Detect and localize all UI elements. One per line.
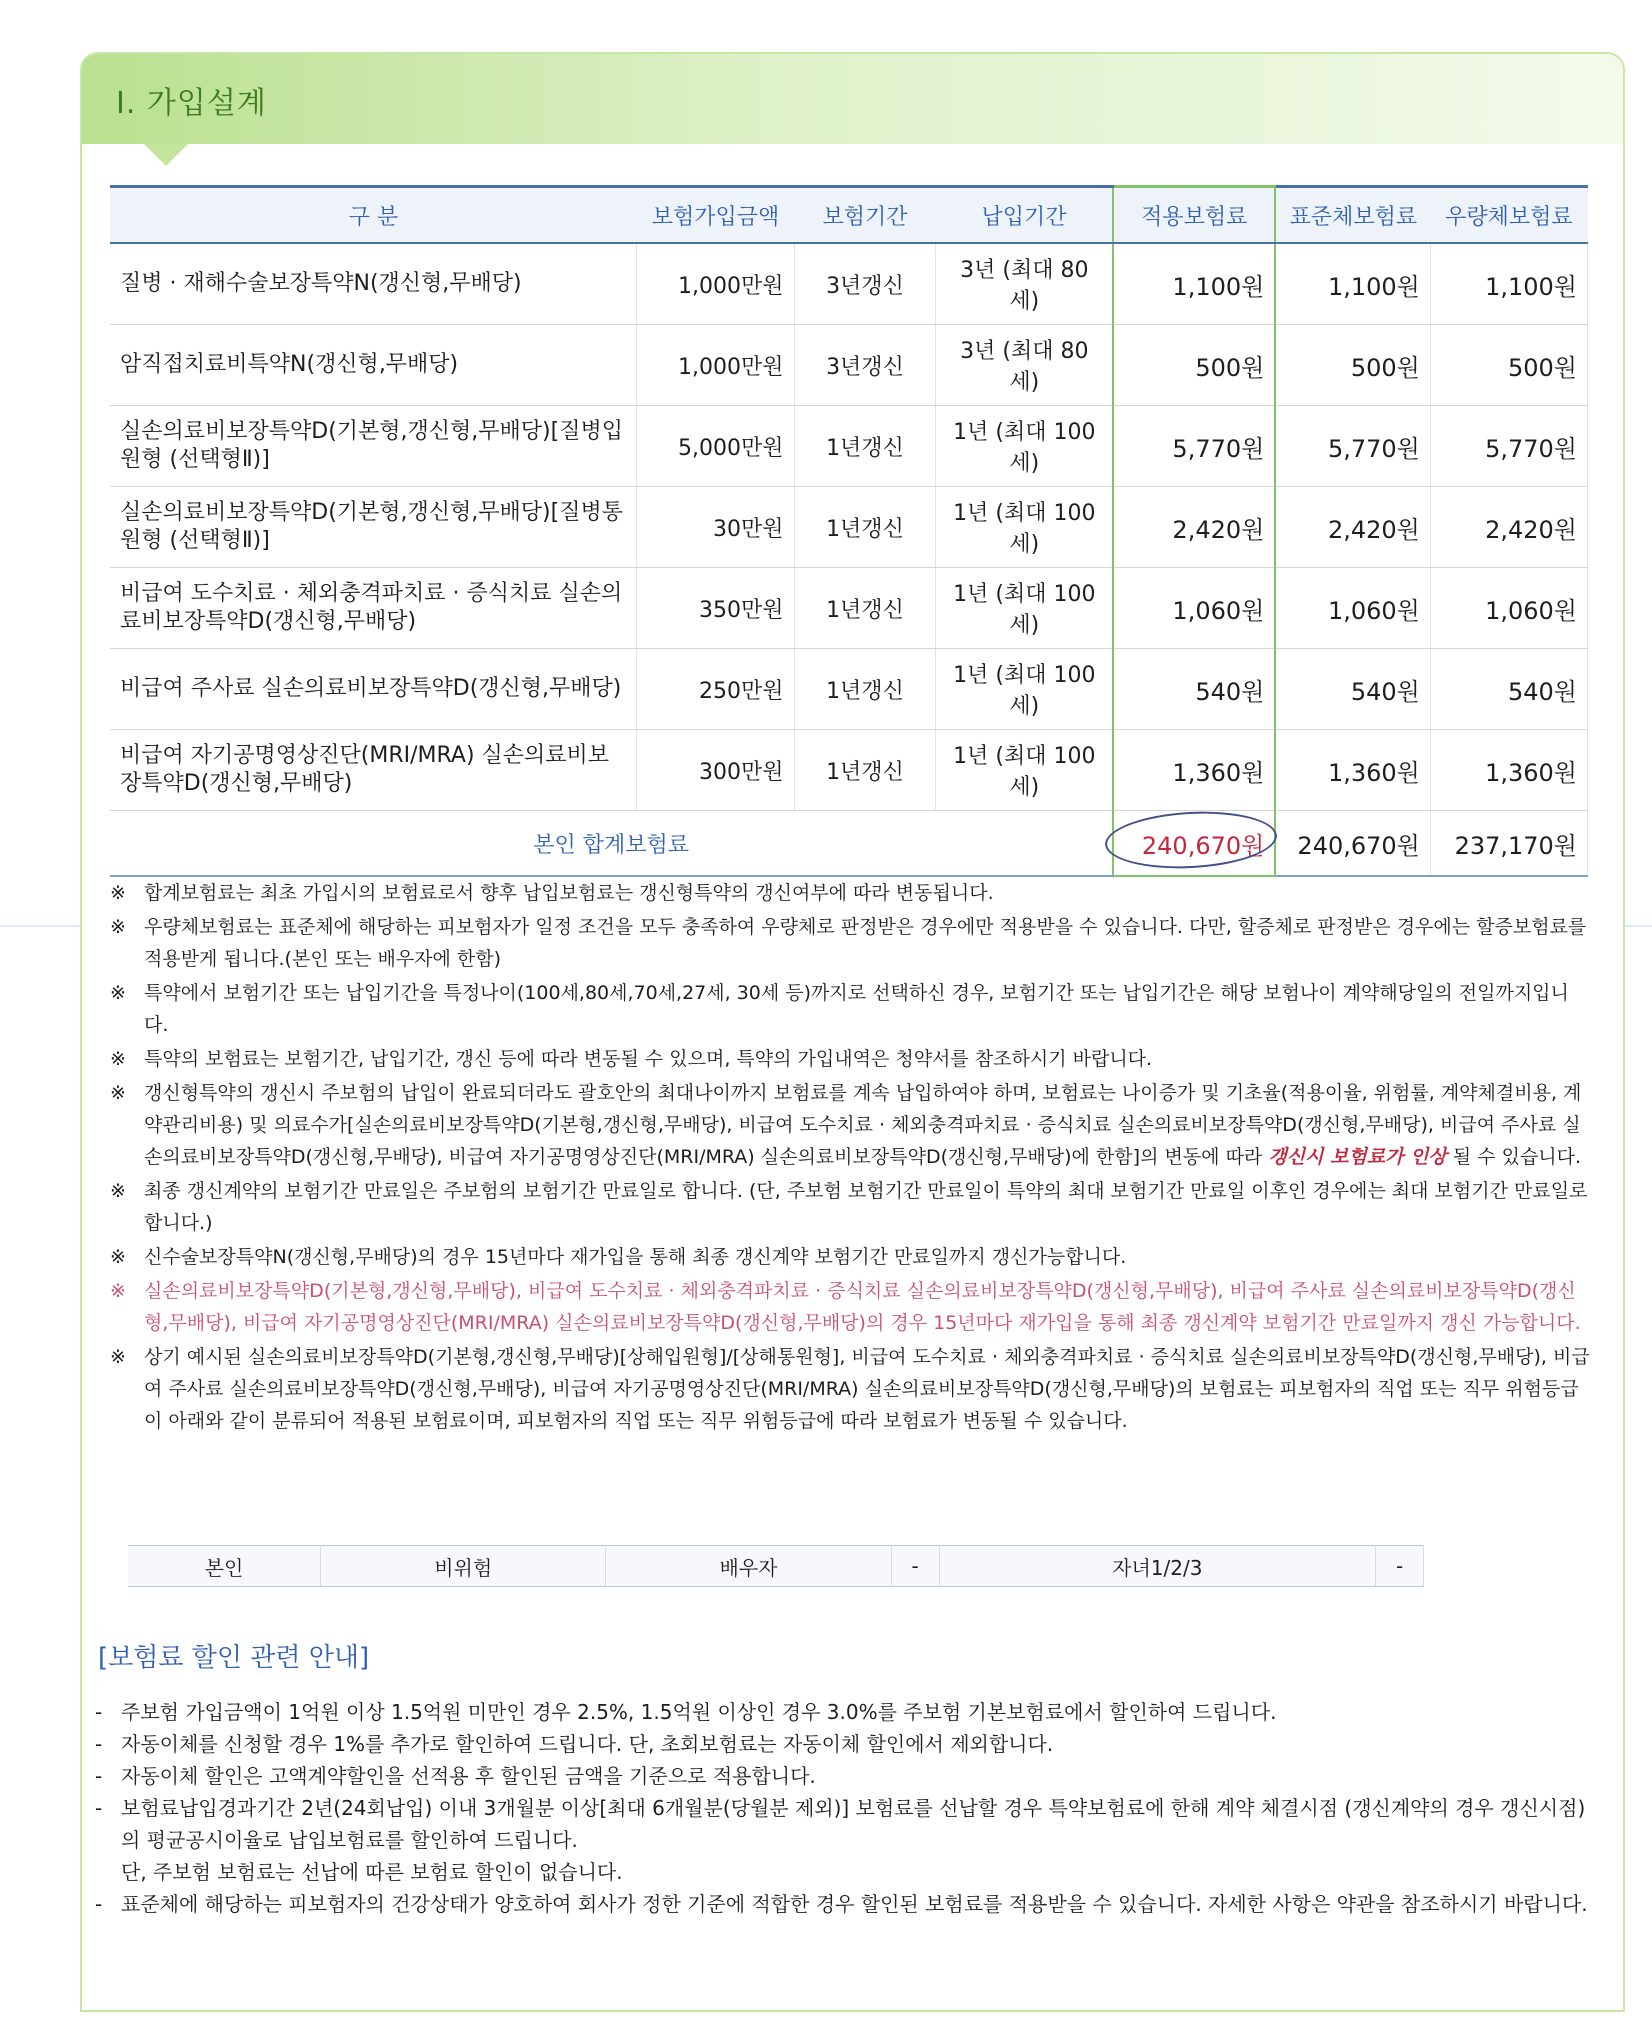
- payment-period: 1년 (최대 100세): [936, 649, 1113, 730]
- premium-table: [110, 185, 1588, 877]
- note-text: 상기 예시된 실손의료비보장특약D(기본형,갱신형,무배당)[상해입원형]/[상해통원형], 비급여 도수치료 · 체외충격파치료 · 증식치료 실손의료비보장특약D(갱신형,무배당), 비급여 주사료 실손의료비보장특약D(갱신형,무배당), 비급여 자기공명영상진단(MRI/MRA) 실손의료비보장특약D(갱신형,무배당)의 보험료는 피보험자의 직업 또는 직무 위험등급이 아래와 같이 분류되어 적용된 보험료이며, 피보험자의 직업 또는 직무 위험등급에 따라 보험료가 변동될 수 있습니다.: [144, 1346, 1590, 1432]
- note-item: [110, 977, 1590, 1041]
- payment-period: 1년 (최대 100세): [936, 568, 1113, 649]
- insurance-period: 1년갱신: [794, 487, 936, 568]
- note-text: 특약의 보험료는 보험기간, 납입기간, 갱신 등에 따라 변동될 수 있으며, 특약의 가입내역은 청약서를 참조하시기 바랍니다.: [144, 1048, 1153, 1070]
- job-cell: -: [891, 1546, 939, 1587]
- total-standard-premium: 240,670원: [1275, 811, 1430, 877]
- applied-premium: 1,060원: [1113, 568, 1275, 649]
- table-row: [110, 406, 1588, 487]
- applied-premium: 5,770원: [1113, 406, 1275, 487]
- total-label: 본인 합계보험료: [110, 811, 1113, 877]
- standard-premium: 2,420원: [1275, 487, 1430, 568]
- insured-amount: 1,000만원: [637, 243, 794, 325]
- discount-text: 보험료납입경과기간 2년(24회납입) 이내 3개월분 이상[최대 6개월분(당월분 제외)] 보험료를 선납할 경우 특약보험료에 한해 계약 체결시점 (갱신계약의 경우 갱신시점)의 평균공시이율로 납입보험료를 할인하여 드립니다.: [121, 1796, 1586, 1852]
- insured-amount: 350만원: [637, 568, 794, 649]
- job-cell: -: [1376, 1546, 1424, 1587]
- table-header-row: [110, 187, 1588, 244]
- table-row: [110, 730, 1588, 811]
- job-cell: 배우자: [606, 1546, 891, 1587]
- rider-name: 암직접치료비특약N(갱신형,무배당): [110, 325, 637, 406]
- preferred-premium: 500원: [1430, 325, 1587, 406]
- note-text: 갱신형특약의 갱신시 주보험의 납입이 완료되더라도 괄호안의 최대나이까지 보험료를 계속 납입하여야 하며, 보험료는 나이증가 및 기초율(적용이율, 위험률, 계약체결비용, 계약관리비용) 및 의료수가[실손의료비보장특약D(기본형,갱신형,무배당), 비급여 도수치료 · 체외충격파치료 · 증식치료 실손의료비보장특약D(갱신형,무배당), 비급여 주사료 실손의료비보장특약D(갱신형,무배당), 비급여 자기공명영상진단(MRI/MRA) 실손의료비보장특약D(갱신형,무배당)에 한함]의 변동에 따라: [144, 1082, 1582, 1168]
- rider-name: 실손의료비보장특약D(기본형,갱신형,무배당)[질병입원형 (선택형Ⅱ)]: [110, 406, 637, 487]
- discount-subtext: 단, 주보험 보험료는 선납에 따른 보험료 할인이 없습니다.: [121, 1860, 623, 1884]
- note-mark: ※: [110, 1048, 126, 1070]
- col-period: 보험기간: [794, 187, 936, 244]
- discount-item: [95, 1760, 1595, 1792]
- total-preferred-premium: 237,170원: [1430, 811, 1587, 877]
- note-text: 최종 갱신계약의 보험기간 만료일은 주보험의 보험기간 만료일로 합니다. (단, 주보험 보험기간 만료일이 특약의 최대 보험기간 만료일 이후인 경우에는 최대 보험기간 만료일로 합니다.): [144, 1180, 1588, 1234]
- note-item: [110, 911, 1590, 975]
- note-mark: ※: [110, 1180, 126, 1202]
- standard-premium: 1,360원: [1275, 730, 1430, 811]
- note-mark: ※: [110, 1082, 126, 1104]
- note-text: 신수술보장특약N(갱신형,무배당)의 경우 15년마다 재가입을 통해 최종 갱신계약 보험기간 만료일까지 갱신가능합니다.: [144, 1246, 1127, 1268]
- standard-premium: 5,770원: [1275, 406, 1430, 487]
- table-row: [110, 649, 1588, 730]
- table-row: [110, 325, 1588, 406]
- preferred-premium: 2,420원: [1430, 487, 1587, 568]
- note-mark: ※: [110, 882, 126, 904]
- note-item: [110, 1241, 1590, 1273]
- table-row: [110, 487, 1588, 568]
- table-row: [110, 568, 1588, 649]
- note-item: [110, 1077, 1590, 1173]
- note-item: [110, 1341, 1590, 1437]
- preferred-premium: 1,360원: [1430, 730, 1587, 811]
- rider-name: 질병 · 재해수술보장특약N(갱신형,무배당): [110, 243, 637, 325]
- note-text-tail: 될 수 있습니다.: [1452, 1146, 1582, 1168]
- col-applied-premium: 적용보험료: [1113, 187, 1275, 244]
- note-mark: ※: [110, 916, 126, 938]
- discount-item: [95, 1728, 1595, 1760]
- payment-period: 1년 (최대 100세): [936, 730, 1113, 811]
- note-mark: ※: [110, 1246, 126, 1268]
- col-pay-period: 납입기간: [936, 187, 1113, 244]
- col-amount: 보험가입금액: [637, 187, 794, 244]
- discount-section-title: [보험료 할인 관련 안내]: [98, 1643, 370, 1673]
- discount-text: 표준체에 해당하는 피보험자의 건강상태가 양호하여 회사가 정한 기준에 적합한 경우 할인된 보험료를 적용받을 수 있습니다. 자세한 사항은 약관을 참조하시기 바랍니다.: [121, 1892, 1588, 1916]
- preferred-premium: 540원: [1430, 649, 1587, 730]
- discount-text: 자동이체를 신청할 경우 1%를 추가로 할인하여 드립니다. 단, 초회보험료는 자동이체 할인에서 제외합니다.: [121, 1732, 1054, 1756]
- note-text: 우량체보험료는 표준체에 해당하는 피보험자가 일정 조건을 모두 충족하여 우량체로 판정받은 경우에만 적용받을 수 있습니다. 다만, 할증체로 판정받은 경우에는 할증보험료를 적용받게 됩니다.(본인 또는 배우자에 한함): [144, 916, 1587, 970]
- discount-item: [95, 1792, 1595, 1888]
- job-risk-row: [128, 1546, 1424, 1587]
- insurance-period: 1년갱신: [794, 649, 936, 730]
- job-cell: 자녀1/2/3: [939, 1546, 1376, 1587]
- note-item: [110, 877, 1590, 909]
- note-item-highlighted: [110, 1275, 1590, 1339]
- col-standard-premium: 표준체보험료: [1275, 187, 1430, 244]
- insured-amount: 30만원: [637, 487, 794, 568]
- job-cell: 본인: [128, 1546, 321, 1587]
- note-item: [110, 1175, 1590, 1239]
- note-emphasis: 갱신시 보험료가 인상: [1268, 1146, 1447, 1168]
- insurance-period: 1년갱신: [794, 406, 936, 487]
- standard-premium: 500원: [1275, 325, 1430, 406]
- discount-item: [95, 1888, 1595, 1920]
- note-mark: ※: [110, 1346, 126, 1368]
- job-cell: 비위험: [321, 1546, 606, 1587]
- col-category: 구 분: [110, 187, 637, 244]
- standard-premium: 1,100원: [1275, 243, 1430, 325]
- table-row: [110, 243, 1588, 325]
- dash-mark: -: [95, 1892, 103, 1916]
- note-text: 합계보험료는 최초 가입시의 보험료로서 향후 납입보험료는 갱신형특약의 갱신여부에 따라 변동됩니다.: [144, 882, 994, 904]
- dash-mark: -: [95, 1796, 103, 1820]
- standard-premium: 540원: [1275, 649, 1430, 730]
- insured-amount: 1,000만원: [637, 325, 794, 406]
- applied-premium: 500원: [1113, 325, 1275, 406]
- payment-period: 3년 (최대 80세): [936, 325, 1113, 406]
- col-preferred-premium: 우량체보험료: [1430, 187, 1587, 244]
- insured-amount: 300만원: [637, 730, 794, 811]
- notes-list: [110, 877, 1590, 1439]
- applied-premium: 1,360원: [1113, 730, 1275, 811]
- note-mark: ※: [110, 982, 126, 1004]
- insured-amount: 5,000만원: [637, 406, 794, 487]
- rider-name: 비급여 도수치료 · 체외충격파치료 · 증식치료 실손의료비보장특약D(갱신형,무배당): [110, 568, 637, 649]
- preferred-premium: 5,770원: [1430, 406, 1587, 487]
- standard-premium: 1,060원: [1275, 568, 1430, 649]
- note-text: 특약에서 보험기간 또는 납입기간을 특정나이(100세,80세,70세,27세, 30세 등)까지로 선택하신 경우, 보험기간 또는 납입기간은 해당 보험나이 계약해당일의 전일까지입니다.: [144, 982, 1569, 1036]
- insurance-period: 1년갱신: [794, 730, 936, 811]
- section-title: Ⅰ. 가입설계: [116, 86, 267, 121]
- insurance-period: 3년갱신: [794, 325, 936, 406]
- job-risk-table: [128, 1545, 1424, 1587]
- insured-amount: 250만원: [637, 649, 794, 730]
- rider-name: 비급여 자기공명영상진단(MRI/MRA) 실손의료비보장특약D(갱신형,무배당): [110, 730, 637, 811]
- applied-premium: 2,420원: [1113, 487, 1275, 568]
- note-text: 실손의료비보장특약D(기본형,갱신형,무배당), 비급여 도수치료 · 체외충격파치료 · 증식치료 실손의료비보장특약D(갱신형,무배당), 비급여 주사료 실손의료비보장특약D(갱신형,무배당), 비급여 자기공명영상진단(MRI/MRA) 실손의료비보장특약D(갱신형,무배당)의 경우 15년마다 재가입을 통해 최종 갱신계약 보험기간 만료일까지 갱신 가능합니다.: [144, 1280, 1581, 1334]
- dash-mark: -: [95, 1732, 103, 1756]
- discount-list: [95, 1696, 1595, 1920]
- preferred-premium: 1,060원: [1430, 568, 1587, 649]
- applied-premium: 1,100원: [1113, 243, 1275, 325]
- total-applied-premium: 240,670원: [1113, 811, 1275, 877]
- insurance-period: 1년갱신: [794, 568, 936, 649]
- header-notch: [144, 144, 188, 166]
- payment-period: 1년 (최대 100세): [936, 487, 1113, 568]
- total-row: [110, 811, 1588, 877]
- discount-text: 주보험 가입금액이 1억원 이상 1.5억원 미만인 경우 2.5%, 1.5억원 이상인 경우 3.0%를 주보험 기본보험료에서 할인하여 드립니다.: [121, 1700, 1277, 1724]
- dash-mark: -: [95, 1764, 103, 1788]
- payment-period: 1년 (최대 100세): [936, 406, 1113, 487]
- rider-name: 실손의료비보장특약D(기본형,갱신형,무배당)[질병통원형 (선택형Ⅱ)]: [110, 487, 637, 568]
- note-mark: ※: [110, 1280, 126, 1302]
- payment-period: 3년 (최대 80세): [936, 243, 1113, 325]
- panel-header: [82, 54, 1623, 144]
- rider-name: 비급여 주사료 실손의료비보장특약D(갱신형,무배당): [110, 649, 637, 730]
- discount-item: [95, 1696, 1595, 1728]
- applied-premium: 540원: [1113, 649, 1275, 730]
- preferred-premium: 1,100원: [1430, 243, 1587, 325]
- note-item: [110, 1043, 1590, 1075]
- dash-mark: -: [95, 1700, 103, 1724]
- insurance-period: 3년갱신: [794, 243, 936, 325]
- discount-text: 자동이체 할인은 고액계약할인을 선적용 후 할인된 금액을 기준으로 적용합니다.: [121, 1764, 816, 1788]
